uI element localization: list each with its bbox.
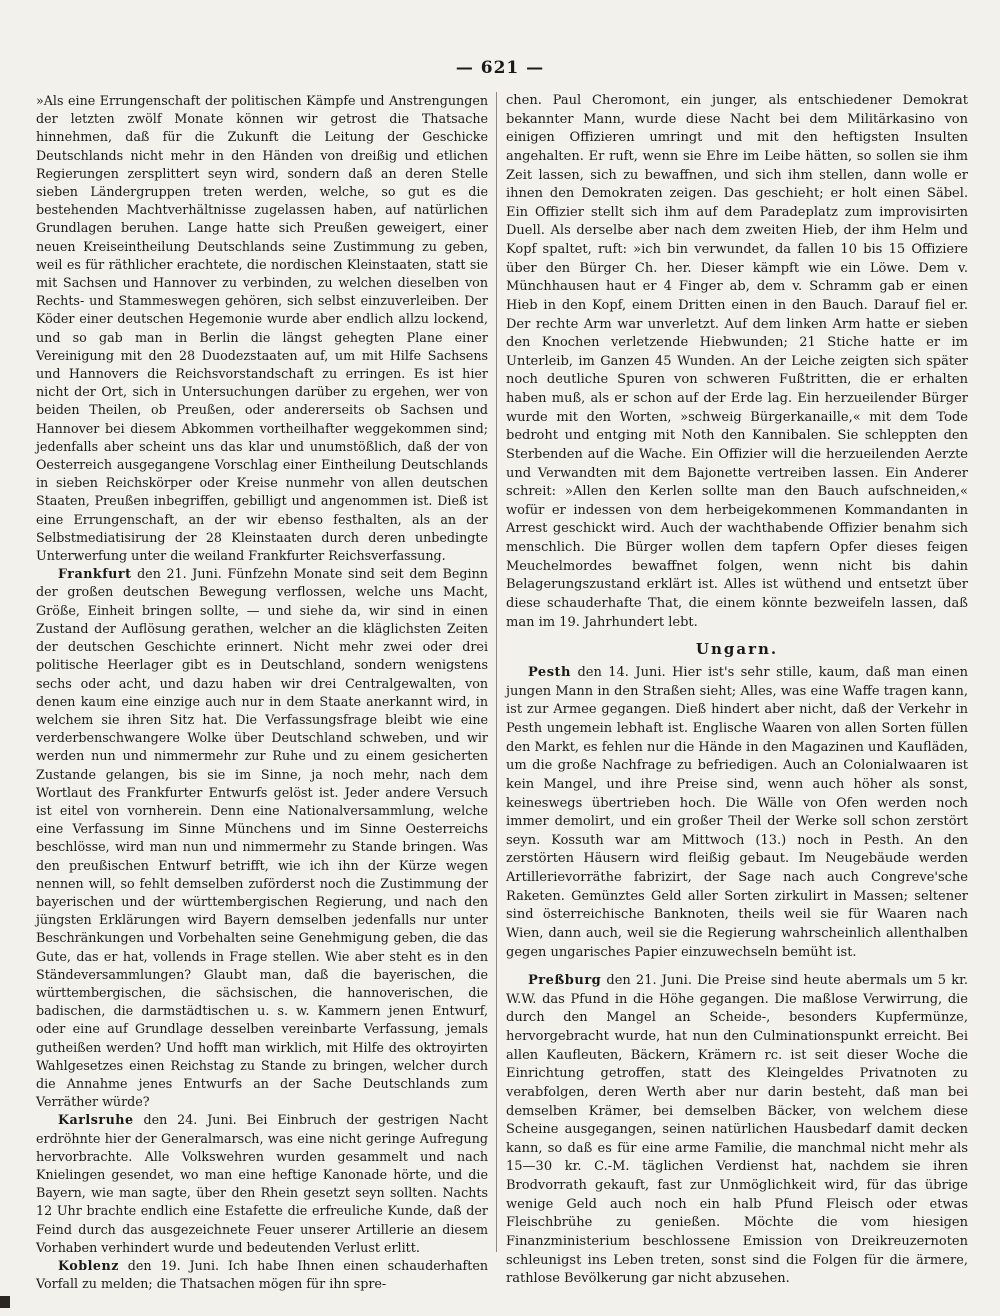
article-gap (506, 962, 968, 972)
section-title-ungarn: Ungarn. (695, 640, 779, 659)
article-pressburg (506, 972, 968, 1289)
page-number-value: 621 (480, 58, 520, 78)
dateline-karlsruhe: den 24. Juni. (143, 1112, 237, 1128)
left-column (36, 92, 488, 1293)
text-koblenz: Ich habe Ihnen einen schauderhaften Vorfall zu melden; die Thatsachen mögen für ihn spre- (36, 1258, 488, 1292)
right-column (506, 92, 968, 1289)
scan-edge-mark (0, 1296, 10, 1308)
text-karlsruhe: Bei Einbruch der gestrigen Nacht erdröhnte hier der Generalmarsch, was eine nicht geringe Aufregung hervorbrachte. Alle Volkswehren wurden gesammelt und nach Knielingen gesendet, wo man eine heftige Kanonade hörte, und die Bayern, wie man sagte, über den Rhein gesetzt seyn sollten. Nachts 12 Uhr brachte endlich eine Estafette die erfreuliche Kunde, daß der Feind durch das ausgezeichnete Feuer unserer Artillerie an diesem Vorhaben verhindert wurde und bedeutenden Verlust erlitt. (36, 1112, 488, 1255)
place-koblenz: Koblenz (58, 1258, 119, 1273)
dateline-koblenz: den 19. Juni. (127, 1258, 220, 1273)
place-pressburg: Preßburg (528, 973, 602, 989)
dateline-pressburg: den 21. Juni. (606, 973, 692, 989)
article-frankfurt (36, 565, 488, 1111)
article-pesth (506, 664, 968, 962)
place-frankfurt: Frankfurt (58, 566, 132, 582)
text-pressburg: Die Preise sind heute abermals um 5 kr. W.W. das Pfund in die Höhe gegangen. Die maßlose Verwirrung, die durch den Mangel an Scheide-, besonders Kupfermünze, hervorgebracht wurde, hat nun den Culminationspunkt erreicht. Bei allen Kaufleuten, Bäckern, Krämern rc. ist seit dieser Woche die Einrichtung getroffen, statt des Kleingeldes Privatnoten zu verabfolgen, deren Werth aber nur darin besteht, daß man bei demselben Krämer, bei demselben Bäcker, von welchem diese Scheine ausgegangen, seinen natürlichen Hausbedarf damit decken kann, so daß es für eine arme Familie, die manchmal nicht mehr als 15—30 kr. C.-M. täglichen Verdienst hat, nachdem sie ihren Brodvorrath gekauft, fast zur Unmöglichkeit wird, für das übrige wenige Geld auch noch ein halb Pfund Fleisch oder etwas Fleischbrühe zu genießen. Möchte die vom hiesigen Finanzministerium beschlossene Emission von Dreikreuzernoten schleunigst ins Leben treten, sonst sind die Folgen für die ärmere, rathlose Bevölkerung gar nicht abzusehen. (506, 973, 969, 1287)
place-karlsruhe: Karlsruhe (58, 1112, 134, 1128)
article-karlsruhe (36, 1111, 488, 1257)
place-pesth: Pesth (528, 665, 571, 681)
text-frankfurt: Fünfzehn Monate sind seit dem Beginn der großen deutschen Bewegung verflossen, welche uns Macht, Größe, Einheit bringen sollte, — und siehe da, wir sind in einen Zustand der Auflösung gerathen, welcher an die kläglichsten Zeiten der deutschen Geschichte erinnert. Nicht mehr zwei oder drei politische Heerlager gibt es in Deutschland, sondern wenigstens sechs oder acht, und dazu haben wir drei Centralgewalten, von denen kaum eine einzige auch nur in dem Staate anerkannt wird, in welchem sie ihren Sitz hat. Die Verfassungsfrage bleibt wie eine verderbenschwangere Wolke über Deutschland schweben, und wir werden nun und nimmermehr zur Ruhe und zu einem gesicherten Zustande gelangen, bis sie im Sinne, ja noch mehr, nach dem Wortlaut des Frankfurter Entwurfs gelöst ist. Jeder andere Versuch ist eitel von vornherein. Denn eine Nationalversammlung, welche eine Verfassung im Sinne Münchens und im Sinne Oesterreichs beschlösse, wird man nun und nimmermehr zu Stande bringen. Was den preußischen Entwurf betrifft, wie ich ihn der Kürze wegen nennen will, so fehlt demselben zuförderst noch die Zustimmung der bayerischen und der württembergischen Regierung, und nach den jüngsten Erklärungen wird Bayern demselben jedenfalls nur unter Beschränkungen und Vorbehalten seine Genehmigung geben, die das Gute, das er hat, vollends in Frage stellen. Wie aber steht es in den Ständeversammlungen? Glaubt man, daß die bayerischen, die württembergischen, die sächsischen, die hannoverischen, die badischen, die darmstädtischen u. s. w. Kammern jenen Entwurf, oder eine auf Grundlage desselben vereinbarte Verfassung, jemals gutheißen werden? Und hofft man wirklich, mit Hilfe des oktroyirten Wahlgesetzes einen Reichstag zu Stande zu bringen, welcher durch die Annahme jenes Entwurfs an der Sache Deutschlands zum Verräther würde? (36, 566, 488, 1110)
dateline-frankfurt: den 21. Juni. (137, 566, 222, 582)
page-number: — 621 — (455, 58, 545, 78)
intro-paragraph: »Als eine Errungenschaft der politischen Kämpfe und Anstrengungen der letzten zwölf Monate können wir getrost die Thatsache hinnehmen, daß für die Zukunft die Leitung der Geschicke Deutschlands nicht mehr in den Händen von dreißig und etlichen Regierungen zersplittert seyn wird, sondern daß an deren Stelle sieben Ländergruppen treten werden, welche, so gut es die bestehenden Machtverhältnisse zugelassen haben, auf natürlichen Grundlagen beruhen. Lange hatte sich Preußen geweigert, einer neuen Kreiseintheilung Deutschlands seine Zustimmung zu geben, weil es für räthlicher erachtete, die nordischen Kleinstaaten, statt sie mit Sachsen und Hannover zu verbinden, zu welchen dieselben von Rechts- und Stammeswegen gehören, sich selbst einzuverleiben. Der Köder einer deutschen Hegemonie wurde aber endlich allzu lockend, und so gab man in Berlin die längst gehegten Plane einer Vereinigung mit den 28 Duodezstaaten auf, um mit Hilfe Sachsens und Hannovers die Reichsvorstandschaft zu erringen. Es ist hier nicht der Ort, sich in Untersuchungen darüber zu ergehen, wer von beiden Theilen, ob Preußen, oder andererseits ob Sachsen und Hannover bei diesem Abkommen vortheilhafter weggekommen sind; jedenfalls aber scheint uns das klar und unumstößlich, daß der von Oesterreich ausgegangene Vorschlag einer Eintheilung Deutschlands in sieben Reichskörper oder Kreise nunmehr von allen deutschen Staaten, Preußen inbegriffen, gebilligt und angenommen ist. Dieß ist eine Errungenschaft, an der wir ebenso festhalten, als an der Selbstmediatisirung der 28 Kleinstaaten durch deren unbedingte Unterwerfung unter die weiland Frankfurter Reichsverfassung. (36, 93, 488, 564)
column-divider (496, 92, 497, 1252)
text-pesth: Hier ist's sehr stille, kaum, daß man einen jungen Mann in den Straßen sieht; Alles, was eine Waffe tragen kann, ist zur Armee gegangen. Dieß hindert aber nicht, daß der Verkehr in Pesth ungemein lebhaft ist. Englische Waaren von allen Sorten füllen den Markt, es fehlen nur die Hände in den Magazinen und Kaufläden, um die große Nachfrage zu befriedigen. Auch an Colonialwaaren ist kein Mangel, und ihre Preise sind, wenn auch höher als sonst, keineswegs übertrieben hoch. Die Wälle von Ofen werden noch immer demolirt, und ein großer Theil der Werke soll schon zerstört seyn. Kossuth war am Mittwoch (13.) noch in Pesth. An den zerstörten Häusern wird fleißig gebaut. Im Neugebäude werden Artillerievorräthe fabrizirt, der Sage nach auch Congreve'sche Raketen. Gemünztes Geld aller Sorten zirkulirt in Massen; seltener sind österreichische Banknoten, theils weil sie für Waaren nach Wien, dann auch, weil sie die Regierung wahrscheinlich allenthalben gegen ungarisches Papier einzuwechseln bemüht ist. (506, 665, 968, 960)
article-koblenz (36, 1257, 488, 1293)
koblenz-continued: chen. Paul Cheromont, ein junger, als entschiedener Demokrat bekannter Mann, wurde diese Nacht bei dem Militärkasino von einigen Offizieren umringt und mit den heftigsten Insulten angehalten. Er ruft, wenn sie Ehre im Leibe hätten, so sollen sie ihm Zeit lassen, sich zu bewaffnen, und sich ihm stellen, dann wolle er ihnen den Demokraten zeigen. Das geschieht; er holt einen Säbel. Ein Offizier stellt sich ihm auf dem Paradeplatz zum improvisirten Duell. Als derselbe aber nach dem zweiten Hieb, der ihm Helm und Kopf spaltet, ruft: »ich bin verwundet, da fallen 10 bis 15 Offiziere über den Bürger Ch. her. Dieser kämpft wie ein Löwe. Dem v. Münchhausen haut er 4 Finger ab, dem v. Schramm gab er einen Hieb in den Kopf, einem Dritten einen in den Bauch. Darauf fiel er. Der rechte Arm war unverletzt. Auf dem linken Arm hatte er sieben den Knochen verletzende Hiebwunden; 21 Stiche hatte er im Unterleib, im Ganzen 45 Wunden. An der Leiche zeigten sich später noch deutliche Spuren von schweren Fußtritten, die er erhalten haben muß, als er schon auf der Erde lag. Ein herzueilender Bürger wurde mit den Worten, »schweig Bürgerkanaille,« mit dem Tode bedroht und entging mit Noth den Kannibalen. Sie schleppten den Sterbenden auf die Wache. Ein Offizier will die herzueilenden Aerzte und Verwandten mit dem Bajonette vertreiben lassen. Ein Anderer schreit: »Allen den Kerlen sollte man den Bauch aufschneiden,« wofür er indessen von dem herbeigekommenen Kommandanten in Arrest geschickt wird. Auch der wachthabende Offizier benahm sich menschlich. Die Bürger wollen dem tapfern Opfer dieses feigen Meuchelmordes bewaffnet folgen, wenn nicht bis dahin Belagerungszustand erklärt ist. Alles ist wüthend und entsetzt über diese schauderhafte That, die einem könnte bezweifeln lassen, daß man im 19. Jahrhundert lebt. (506, 93, 968, 630)
dateline-pesth: den 14. Juni. (577, 665, 666, 681)
